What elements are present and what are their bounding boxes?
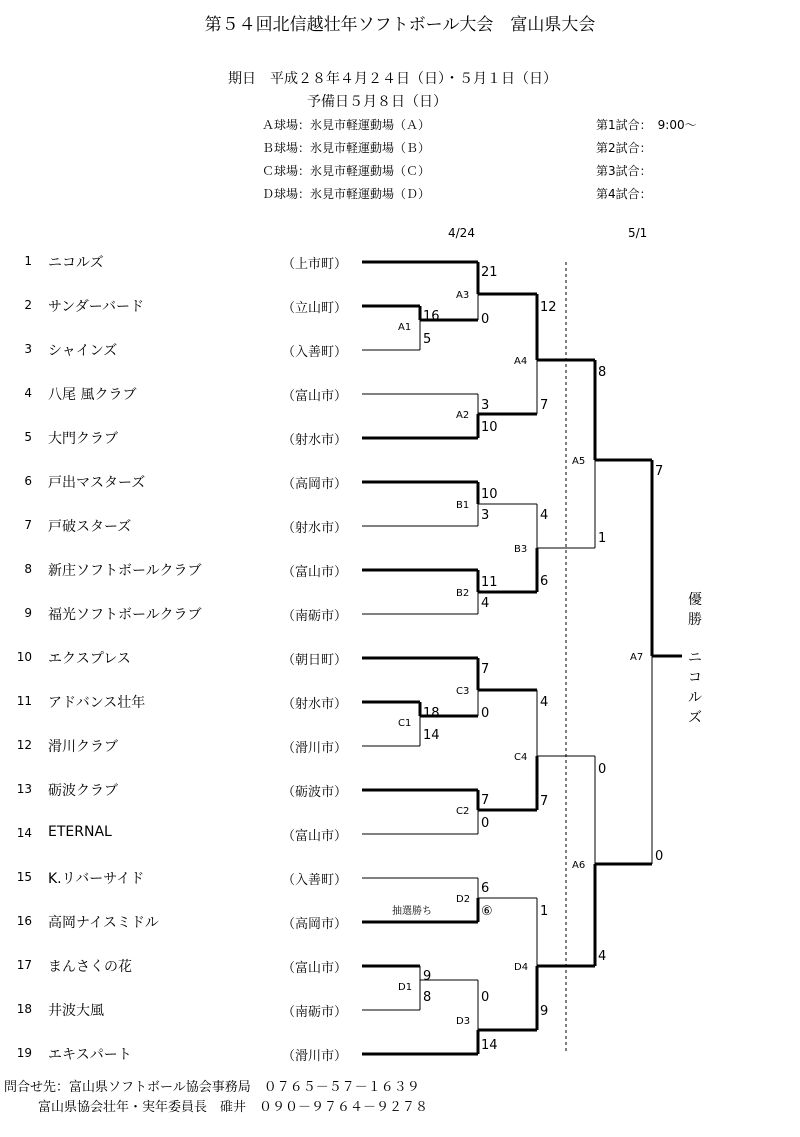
score-d4-top: 1 — [540, 904, 549, 919]
score-a1-bottom: 5 — [423, 332, 432, 347]
team-city: （上市町） — [282, 257, 348, 272]
team-name: ニコルズ — [48, 255, 104, 271]
score-d3-bottom: 14 — [481, 1038, 498, 1053]
game-label-d3: D3 — [456, 1016, 471, 1027]
game-label-c3: C3 — [456, 686, 470, 697]
team-name: 八尾 風クラブ — [48, 387, 137, 403]
team-city: （富山市） — [282, 961, 348, 976]
score-b3-bottom: 6 — [540, 574, 549, 589]
game-label-b3: B3 — [514, 544, 528, 555]
score-c3-top: 7 — [481, 662, 490, 677]
game-label-a6: A6 — [572, 860, 586, 871]
champion-team: ニコルズ — [688, 650, 702, 726]
team-city: （富山市） — [282, 829, 348, 844]
team-name: 新庄ソフトボールクラブ — [48, 563, 202, 579]
score-a7-bottom: 0 — [655, 849, 664, 864]
game-label-c4: C4 — [514, 752, 528, 763]
team-number: 7 — [24, 518, 32, 532]
team-number: 13 — [16, 782, 32, 796]
game-label-a5: A5 — [572, 456, 586, 467]
team-city: （滑川市） — [282, 741, 348, 756]
team-name: シャインズ — [48, 343, 118, 359]
score-c4-bottom: 7 — [540, 794, 549, 809]
team-name: まんさくの花 — [48, 959, 132, 975]
score-d4-bottom: 9 — [540, 1004, 549, 1019]
team-number: 8 — [24, 562, 32, 576]
score-c4-top: 4 — [540, 695, 549, 710]
score-c2-bottom: 0 — [481, 816, 490, 831]
team-number: 6 — [24, 474, 32, 488]
team-city: （南砺市） — [282, 609, 348, 624]
score-a3-bottom: 0 — [481, 312, 490, 327]
team-city: （南砺市） — [282, 1005, 348, 1020]
team-name: K.リバーサイド — [48, 871, 145, 887]
game-label-b2: B2 — [456, 588, 470, 599]
score-b2-bottom: 4 — [481, 596, 490, 611]
team-number: 3 — [24, 342, 32, 356]
game-label-a2: A2 — [456, 410, 470, 421]
team-name: サンダーバード — [48, 299, 145, 315]
score-b3-top: 4 — [540, 508, 549, 523]
score-d2-bottom: ⑥ — [481, 904, 493, 919]
game-time-2: 第2試合： — [596, 141, 652, 155]
team-city: （入善町） — [282, 345, 348, 360]
score-d2-top: 6 — [481, 881, 490, 896]
venue-d: Ｄ球場：氷見市軽運動場（Ｄ） — [262, 187, 431, 201]
venue-a: Ａ球場：氷見市軽運動場（Ａ） — [262, 118, 431, 132]
team-number: 5 — [24, 430, 32, 444]
team-city: （射水市） — [282, 433, 348, 448]
team-name: 高岡ナイスミドル — [48, 915, 159, 931]
team-number: 10 — [16, 650, 32, 664]
score-a6-bottom: 4 — [598, 949, 607, 964]
score-b1-bottom: 3 — [481, 508, 490, 523]
game-time-4: 第4試合： — [596, 187, 652, 201]
team-city: （射水市） — [282, 521, 348, 536]
team-name: ETERNAL — [48, 824, 112, 840]
team-city: （射水市） — [282, 697, 348, 712]
team-number: 18 — [16, 1002, 32, 1016]
game-label-a1: A1 — [398, 322, 412, 333]
score-c3-bottom: 0 — [481, 706, 490, 721]
team-number: 1 — [24, 254, 32, 268]
score-d1-top: 9 — [423, 969, 432, 984]
team-city: （富山市） — [282, 389, 348, 404]
team-city: （富山市） — [282, 565, 348, 580]
score-c1-bottom: 14 — [423, 728, 440, 743]
team-name: 滑川クラブ — [48, 739, 118, 755]
game-time-3: 第3試合： — [596, 164, 652, 178]
team-city: （立山町） — [282, 301, 348, 316]
contact-line-2: 富山県協会壮年・実年委員長 碓井 ０９０－９７６４－９２７８ — [38, 1100, 429, 1115]
lottery-win-note: 抽選勝ち — [392, 906, 432, 917]
score-c2-top: 7 — [481, 793, 490, 808]
score-a2-bottom: 10 — [481, 420, 498, 435]
score-a1-top: 16 — [423, 309, 440, 324]
score-b2-top: 11 — [481, 575, 498, 590]
champion-label: 優勝 — [688, 592, 702, 628]
schedule-dates: 期日 平成２８年４月２４日（日）・５月１日（日） — [228, 71, 557, 87]
round2-date: 5/1 — [628, 226, 648, 240]
team-name: エキスパート — [48, 1047, 132, 1063]
team-number: 16 — [16, 914, 32, 928]
game-time-1: 第1試合： 9:00～ — [596, 118, 697, 132]
team-name: エクスプレス — [48, 651, 131, 667]
team-name: 井波大風 — [48, 1003, 104, 1019]
team-number: 15 — [16, 870, 32, 884]
score-a5-top: 8 — [598, 365, 607, 380]
score-d3-top: 0 — [481, 990, 490, 1005]
score-b1-top: 10 — [481, 487, 498, 502]
score-a6-top: 0 — [598, 762, 607, 777]
schedule-reserve: 予備日５月８日（日） — [307, 94, 447, 110]
score-a4-bottom: 7 — [540, 398, 549, 413]
team-number: 4 — [24, 386, 32, 400]
game-label-d4: D4 — [514, 962, 529, 973]
team-city: （砺波市） — [282, 785, 348, 800]
game-label-d2: D2 — [456, 894, 471, 905]
game-label-a7: A7 — [630, 652, 644, 663]
team-number: 14 — [16, 826, 32, 840]
venue-c: Ｃ球場：氷見市軽運動場（Ｃ） — [262, 164, 431, 178]
score-a2-top: 3 — [481, 398, 490, 413]
venue-b: Ｂ球場：氷見市軽運動場（Ｂ） — [262, 141, 431, 155]
game-label-d1: D1 — [398, 982, 413, 993]
team-name: 福光ソフトボールクラブ — [48, 607, 202, 623]
game-label-a4: A4 — [514, 356, 528, 367]
contact-line-1: 問合せ先：富山県ソフトボール協会事務局 ０７６５－５７－１６３９ — [4, 1080, 420, 1095]
team-number: 2 — [24, 298, 32, 312]
team-name: アドバンス壮年 — [48, 695, 146, 711]
team-city: （高岡市） — [282, 477, 348, 492]
team-name: 戸破スターズ — [48, 519, 132, 535]
round1-date: 4/24 — [448, 226, 475, 240]
team-name: 戸出マスターズ — [48, 475, 146, 491]
score-a5-bottom: 1 — [598, 531, 607, 546]
score-c1-top: 18 — [423, 706, 440, 721]
team-number: 9 — [24, 606, 32, 620]
team-city: （朝日町） — [282, 653, 348, 668]
team-city: （滑川市） — [282, 1049, 348, 1064]
game-label-c1: C1 — [398, 718, 412, 729]
team-city: （入善町） — [282, 873, 348, 888]
game-label-b1: B1 — [456, 500, 470, 511]
score-a3-top: 21 — [481, 265, 498, 280]
game-label-c2: C2 — [456, 806, 470, 817]
team-name: 砺波クラブ — [48, 783, 118, 799]
game-label-a3: A3 — [456, 290, 470, 301]
team-number: 11 — [16, 694, 32, 708]
page-title: 第５４回北信越壮年ソフトボール大会 富山県大会 — [204, 15, 596, 35]
team-number: 17 — [16, 958, 32, 972]
team-name: 大門クラブ — [48, 431, 118, 447]
score-a4-top: 12 — [540, 300, 557, 315]
team-city: （高岡市） — [282, 917, 348, 932]
team-number: 19 — [16, 1046, 32, 1060]
score-d1-bottom: 8 — [423, 990, 432, 1005]
score-a7-top: 7 — [655, 464, 664, 479]
team-number: 12 — [16, 738, 32, 752]
